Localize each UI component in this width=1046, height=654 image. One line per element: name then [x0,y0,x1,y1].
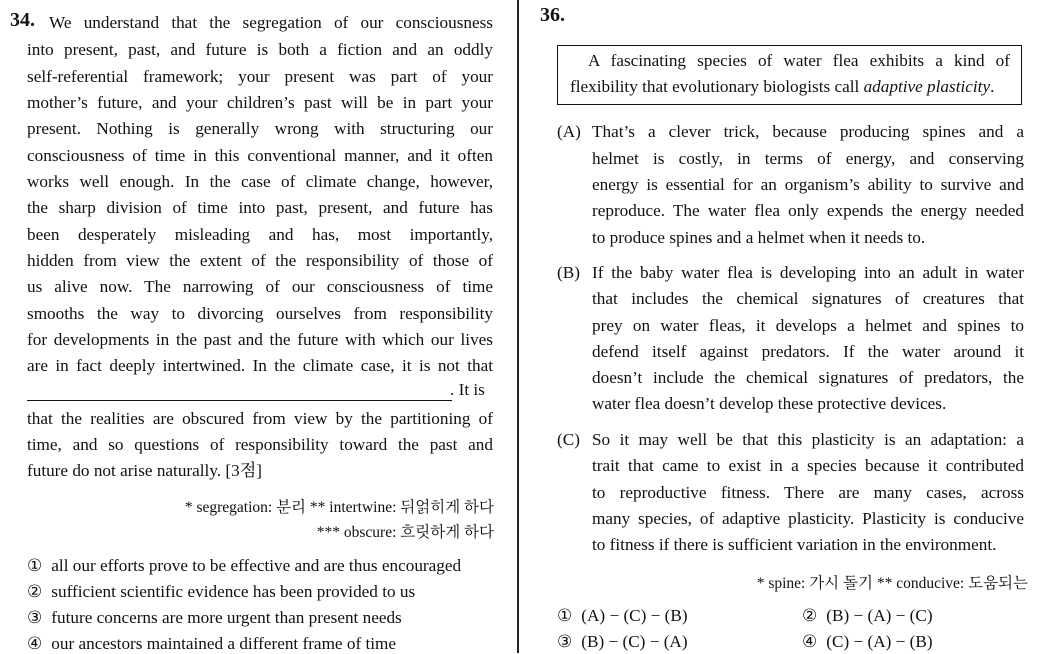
paragraph-a-line: helmet is costly, in terms of energy, and conserving [592,149,1024,168]
passage-line: self-referential framework; your present was part of your [27,67,493,86]
choice-1[interactable]: ① (A) − (C) − (B) [557,606,688,625]
choice-2[interactable]: ② sufficient scientific evidence has been provided to us [27,582,416,601]
passage-line: time, and so questions of responsibility toward the past and [27,435,493,454]
choice-3[interactable]: ③ (B) − (C) − (A) [557,632,688,651]
passage-line: hidden from view the extent of the responsibility of those of [27,251,493,270]
paragraph-a-line: reproduce. The water flea only expends the energy needed [592,201,1024,220]
paragraph-c-line: So it may well be that this plasticity is an adaptation: a [592,430,1024,449]
passage-line: been desperately misleading and has, most importantly, [27,225,493,244]
paragraph-label-c: (C) [557,430,580,449]
passage-line: future do not arise naturally. [3점] [27,461,263,480]
paragraph-label-b: (B) [557,263,580,282]
points-label: [3점] [225,461,263,480]
answer-blank [27,400,452,401]
box-line: flexibility that evolutionary biologists call adaptive plasticity. [570,77,995,96]
choice-3[interactable]: ③ future concerns are more urgent than present needs [27,608,402,627]
choice-4[interactable]: ④ our ancestors maintained a different frame of time [27,634,397,653]
paragraph-c-line: trait that came to exist in a species because it contributed [592,456,1024,475]
vocab-gloss: *** obscure: 흐릿하게 하다 [316,524,494,541]
choice-2[interactable]: ② (B) − (A) − (C) [802,606,933,625]
choice-4[interactable]: ④ (C) − (A) − (B) [802,632,933,651]
question-number: 36. [540,4,565,26]
passage-line: are in fact deeply intertwined. In the climate case, it is not that [27,356,493,375]
paragraph-c-line: to reproductive fitness. There are many cases, across [592,483,1024,502]
passage-line: smooths the way to divorcing ourselves from responsibility [27,304,493,323]
passage-line: into present, past, and future is both a fiction and an oddly [27,40,493,59]
passage-line: works well enough. In the case of climate change, however, [27,172,493,191]
box-line: A fascinating species of water flea exhibits a kind of [588,51,1010,70]
passage-line: mother’s future, and your children’s past will be in part your [27,93,493,112]
question-number: 34. [10,9,35,31]
passage-line: that the realities are obscured from view by the partitioning of [27,409,493,428]
paragraph-b-line: water flea doesn’t develop these protective devices. [592,394,947,413]
choice-1[interactable]: ① all our efforts prove to be effective and are thus encouraged [27,556,462,575]
paragraph-label-a: (A) [557,122,581,141]
vocab-gloss: * segregation: 분리 ** intertwine: 뒤얽히게 하다 [184,499,494,516]
paragraph-a-line: energy is essential for an organism’s ability to survive and [592,175,1024,194]
passage-line: for developments in the past and the future with which our lives [27,330,493,349]
paragraph-c-line: many species, of adaptive plasticity. Plasticity is conducive [592,509,1024,528]
paragraph-b-line: defend itself against predators. If the water around it [592,342,1024,361]
passage-line: present. Nothing is generally wrong with structuring our [27,119,493,138]
paragraph-b-line: If the baby water flea is developing into an adult in water [592,263,1024,282]
paragraph-b-line: prey on water fleas, it develops a helmet and spines to [592,316,1024,335]
after-blank-text: . It is [450,380,485,399]
passage-line: consciousness of time in this conventional manner, and it often [27,146,493,165]
passage-line: the sharp division of time into past, present, and future has [27,198,493,217]
paragraph-c-line: to fitness if there is sufficient variation in the environment. [592,535,997,554]
passage-line: We understand that the segregation of our consciousness [49,13,493,32]
paragraph-b-line: that includes the chemical signatures of creatures that [592,289,1024,308]
given-passage-box [557,45,1022,105]
paragraph-a-line: That’s a clever trick, because producing spines and a [592,122,1024,141]
passage-line: us alive now. The narrowing of our consciousness of time [27,277,493,296]
paragraph-b-line: doesn’t include the chemical signatures of predators, the [592,368,1024,387]
column-divider [517,0,519,653]
vocab-gloss: * spine: 가시 돌기 ** conducive: 도움되는 [756,575,1028,592]
paragraph-a-line: to produce spines and a helmet when it needs to. [592,228,926,247]
